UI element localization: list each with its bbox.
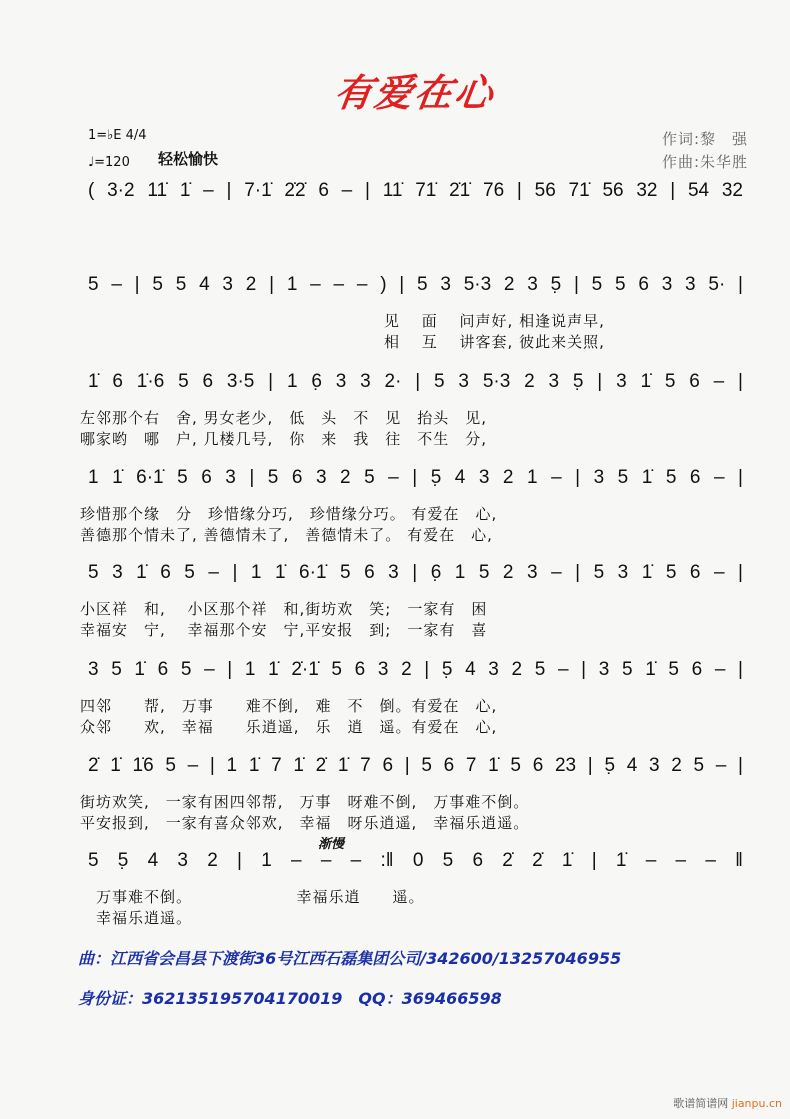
tempo-change-mark: 渐慢: [318, 837, 345, 852]
lyric-line: 相 互 讲客套, 彼此来关照,: [80, 333, 605, 351]
lyric-line: 珍惜那个缘 分 珍惜缘分巧, 珍惜缘分巧。 有爱在 心,: [80, 505, 498, 523]
lyric-line: 善德那个情未了, 善德情未了, 善德情未了。 有爱在 心,: [80, 526, 493, 544]
address-line: 曲：江西省会昌县下渡街36号江西石磊集团公司/342600/13257046955: [78, 949, 622, 968]
lyric-line: 哪家哟 哪 户, 几楼几号, 你 来 我 往 不生 分,: [80, 430, 488, 448]
id-line: 身份证：362135195704170019 QQ：369466598: [78, 989, 502, 1008]
lyric-line: 平安报到, 一家有喜众邻欢, 幸福 呀乐逍遥, 幸福乐逍遥。: [80, 814, 530, 832]
notation-line: 3 5 1̇ 6 5 – | 1 1̇ 2̇·1̇ 5 6 3 2 | 5̣ 4 3 2 5 – | 3 5 1̇ 5 6 – |: [88, 659, 743, 680]
lyric-line: 众邻 欢, 幸福 乐逍遥, 乐 逍 遥。有爱在 心,: [80, 718, 498, 736]
lyric-line: 左邻那个右 舍, 男女老少, 低 头 不 见 抬头 见,: [80, 409, 488, 427]
lyric-line: 万事难不倒。 幸福乐逍 遥。: [80, 888, 425, 906]
notation-line: 5 3 1̇ 6 5 – | 1 1̇ 6·1̇ 5 6 3 | 6̣ 1 5 2 3 – | 5 3 1̇ 5 6 – |: [88, 562, 743, 583]
lyric-line: 见 面 问声好, 相逢说声早,: [80, 312, 605, 330]
key-signature: 1=♭E 4/4: [88, 128, 147, 143]
watermark-url: jianpu.cn: [731, 1097, 782, 1110]
watermark-site: 歌谱简谱网: [673, 1097, 729, 1110]
mood-marking: 轻松愉快: [158, 150, 219, 168]
lyric-line: 四邻 帮, 万事 难不倒, 难 不 倒。有爱在 心,: [80, 697, 498, 715]
watermark: [673, 1095, 782, 1111]
notation-line: 1̇ 6 1̇·6 5 6 3·5 | 1 6̣ 3 3 2· | 5 3 5·3 2 3 5̣ | 3 1̇ 5 6 – |: [88, 371, 743, 392]
composer: 作曲:朱华胜: [661, 153, 748, 171]
lyric-line: 幸福乐逍遥。: [80, 909, 193, 927]
tempo: ♩=120: [88, 155, 130, 170]
lyric-line: 街坊欢笑, 一家有困四邻帮, 万事 呀难不倒, 万事难不倒。: [80, 793, 530, 811]
notation-line: ( 3·2 11̇ 1̇ – | 7·1̇ 2̇2̇ 6 – | 11̇ 71̇ 2̇1̇ 76 | 56 71̇ 56 32 | 54 32: [88, 180, 743, 201]
notation-line: 1 1̇ 6·1̇ 5 6 3 | 5 6 3 2 5 – | 5̣ 4 3 2 1 – | 3 5 1̇ 5 6 – |: [88, 467, 743, 488]
lyric-line: 幸福安 宁, 幸福那个安 宁,平安报 到; 一家有 喜: [80, 621, 488, 639]
notation-line: 5 – | 5 5 4 3 2 | 1 – – – ) | 5 3 5·3 2 3 5̣ | 5 5 6 3 3 5· |: [88, 274, 743, 295]
song-title: 有爱在心: [331, 71, 498, 115]
notation-line: 2̇ 1̇ 1̇6 5 – | 1 1̇ 7 1̇ 2̇ 1̇ 7 6 | 5 6 7 1̇ 5 6 23 | 5̣ 4 3 2 5 – |: [88, 755, 743, 776]
lyricist: 作词:黎 强: [661, 130, 748, 148]
lyric-line: 小区祥 和, 小区那个祥 和,街坊欢 笑; 一家有 困: [80, 600, 488, 618]
notation-line: 5 5̣ 4 3 2 | 1 – – – :‖ 0 5 6 2̇ 2̇ 1̇ | 1̇ – – – ‖: [88, 850, 743, 871]
